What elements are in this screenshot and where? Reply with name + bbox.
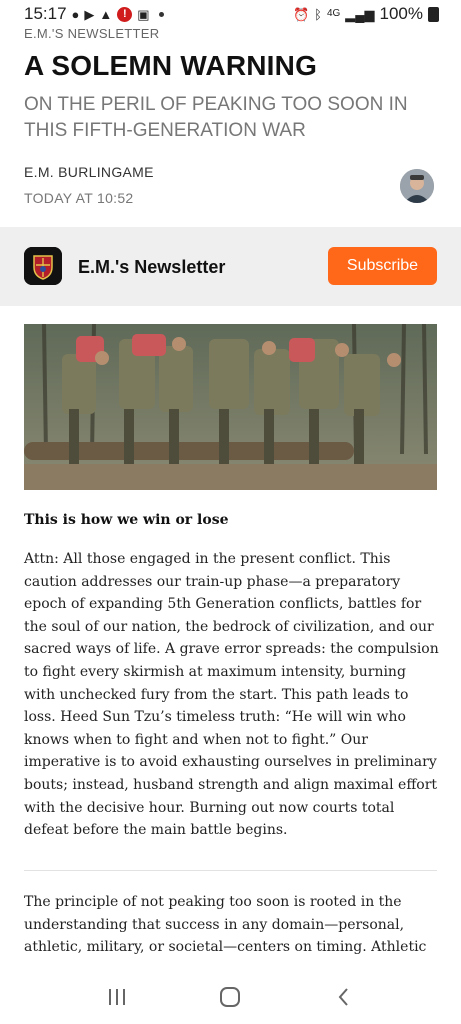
status-bar-right — [293, 4, 439, 24]
system-nav-bar — [0, 970, 461, 1024]
soldiers-photo — [24, 324, 437, 490]
post-title: A SOLEMN WARNING — [24, 50, 318, 81]
subscribe-bar-publication[interactable]: E.M.'s Newsletter — [78, 257, 226, 277]
post-date: TODAY AT 10:52 — [24, 190, 134, 206]
alert-badge-icon: ! — [117, 7, 132, 22]
warning-icon: ▲ — [99, 6, 113, 22]
play-icon: ▶ — [84, 6, 95, 22]
recent-apps-button[interactable] — [97, 977, 137, 1017]
battery-icon — [428, 7, 439, 22]
recent-apps-icon — [106, 987, 128, 1007]
home-icon — [219, 986, 241, 1008]
lte-icon: 4G — [326, 8, 341, 19]
youtube-icon: ▣ — [137, 6, 150, 22]
dot-icon — [159, 12, 164, 17]
author-avatar[interactable] — [400, 169, 434, 203]
article-paragraph: The principle of not peaking too soon is rooted in the understanding that success in any domain—personal, athletic, military, or societal—centers on timing. Athletic — [24, 894, 427, 956]
alarm-icon: ⏰ — [292, 6, 310, 22]
hero-image — [24, 324, 437, 490]
publication-logo[interactable] — [24, 247, 62, 285]
post-subtitle: ON THE PERIL OF PEAKING TOO SOON IN THIS FIFTH-GENERATION WAR — [24, 94, 408, 141]
subscribe-bar — [0, 227, 461, 306]
publication-name[interactable]: E.M.'S NEWSLETTER — [24, 26, 160, 41]
subscribe-button[interactable]: Subscribe — [328, 247, 437, 285]
section-divider — [24, 870, 437, 871]
crest-icon — [24, 247, 62, 285]
avatar-photo — [400, 169, 434, 203]
back-button[interactable] — [324, 977, 364, 1017]
home-button[interactable] — [210, 977, 250, 1017]
section-heading: This is how we win or lose — [24, 512, 229, 528]
battery-percent: 100% — [379, 4, 423, 23]
status-time: 15:17 — [24, 4, 67, 23]
status-bar-left — [24, 4, 164, 24]
signal-icon: ▂▄▆ — [345, 6, 375, 22]
status-bar — [0, 0, 461, 28]
author-name[interactable]: E.M. BURLINGAME — [24, 164, 154, 180]
back-icon — [336, 986, 352, 1008]
bluetooth-icon: ᛒ — [314, 6, 322, 22]
message-icon: ● — [71, 6, 80, 22]
article-paragraph: Attn: All those engaged in the present conflict. This caution addresses our train-up phase—a preparatory epoch of expanding 5th Generation conflicts, battles for the soul of our nation, the bedrock of civilization, and our sacred ways of life. A grave error spreads: the compulsion to fight every skirmish at maximum intensity, burning with unchecked fury from the start. This path leads to loss. Heed Sun Tzu’s timeless truth: “He will win who knows when to fight and when not to fight.” Our imperative is to avoid exhausting ourselves in preliminary bouts; instead, husband strength and align maximal effort with the decisive hour. Burning out now courts total defeat before the main battle begins. — [24, 551, 439, 839]
article-body — [24, 510, 440, 956]
